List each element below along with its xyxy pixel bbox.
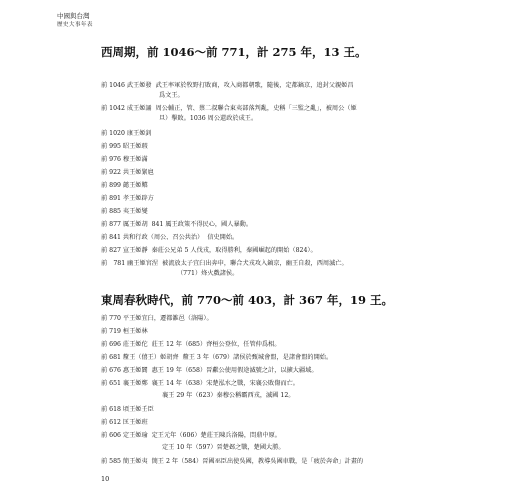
entry-label: 前 1042 成王姬誦 (101, 105, 152, 112)
chronology-entry (101, 340, 421, 350)
chronology-entry (101, 142, 421, 152)
entry-label: 前 995 昭王姬瑕 (101, 143, 148, 150)
entry-label: 前 827 宣王姬靜 (101, 247, 148, 254)
chronology-entry (101, 353, 421, 363)
entry-label: 前 976 穆王姬滿 (101, 156, 148, 163)
chronology-entry (101, 81, 421, 91)
entry-text: 惠王 19 年（658）晉獻公使用假途滅號之計，以擴大疆域。 (151, 367, 318, 374)
entry-text: 信史開始。 (207, 234, 239, 241)
book-title: 中國與台灣 (57, 12, 90, 20)
entry-label: 前 681 釐王（僖王）姬胡齊 (101, 354, 179, 361)
book-subtitle: 歷史大事年表 (57, 22, 94, 28)
entry-text: 被流放太子宜臼出奔申，聯合犬戎攻入鎬京，幽王自殺，西周滅亡。 (162, 260, 348, 267)
chronology-entry (101, 104, 421, 114)
chronology-entry (101, 129, 421, 139)
entry-text: 襄王 14 年（638）宋楚泓水之戰，宋襄公敗傷而亡。 (151, 380, 299, 387)
chronology-entry (101, 246, 421, 256)
chronology-entry (101, 220, 421, 230)
section-title-western-zhou: 西周期，前 1046～前 771，計 275 年，13 王。 (101, 45, 367, 59)
chronology-entry (101, 314, 421, 324)
entry-continuation: 爲文王。 (159, 92, 184, 99)
entry-label: 前 606 定王姬瑜 (101, 432, 148, 439)
entry-label: 前 719 桓王姬林 (101, 328, 148, 335)
entry-label: 前 891 孝王姬辟方 (101, 195, 154, 202)
entry-label: 前 841 共和行政（周公、召公共治） (101, 234, 204, 241)
chronology-entry (101, 405, 421, 415)
entry-label: 前 676 惠王姬閬 (101, 367, 148, 374)
running-head (57, 12, 93, 30)
chronology-entry (101, 181, 421, 191)
chronology-entry (101, 194, 421, 204)
entry-continuation: （771）烽火戲諸侯。 (177, 270, 239, 277)
entry-label: 前 877 厲王姬胡 (101, 221, 148, 228)
chronology-entry (101, 418, 421, 428)
entry-text: 莊王 12 年（685）齊桓公登位，任管仲爲相。 (151, 341, 281, 348)
section-title-eastern-zhou-spring-autumn: 東周春秋時代，前 770～前 403，計 367 年，19 王。 (101, 293, 394, 307)
entry-text: 簡王 2 年（584）晉國巫臣出使吳國，教導吳國車戰，是「疲於奔命」計畫的 (151, 458, 364, 465)
entry-text: 武王率軍於牧野打敗商，攻入商都朝歌，隨後，定都鎬京，追封父親姬昌 (155, 82, 354, 89)
entry-text: 釐王 3 年（679）諸侯於甄城會盟，是諸會盟的開始。 (182, 354, 333, 361)
chronology-entry (101, 366, 421, 376)
entry-label: 前 1046 武王姬發 (101, 82, 152, 89)
entry-label: 前 618 頃王姬壬臣 (101, 406, 154, 413)
entry-label: 前 1020 康王姬釗 (101, 130, 152, 137)
entry-label: 前 922 共王姬緊扈 (101, 169, 154, 176)
entry-continuation: 旦）擊敗。1036 周公還政於成王。 (159, 115, 258, 122)
chronology-entry (101, 259, 421, 269)
entry-label: 前 612 匡王姬班 (101, 419, 148, 426)
chronology-entry (101, 233, 421, 243)
chronology-entry (101, 327, 421, 337)
entry-label: 前 899 懿王姬囏 (101, 182, 148, 189)
chronology-entry (101, 168, 421, 178)
entry-text: 周公輔正，管、蔡二叔聯合東夷部落判亂，史稱「三監之亂」，被周公（姬 (155, 105, 357, 112)
chronology-entry (101, 379, 421, 389)
entry-continuation: 定王 10 年（597）晉楚邲之戰，楚國大勝。 (162, 444, 285, 451)
chronology-entry (101, 431, 421, 441)
entry-text: 841 厲王政策不得民心，國人暴動。 (151, 221, 253, 228)
entry-label: 前 781 幽王姬宮涅 (101, 260, 159, 267)
entry-text: 秦莊公兄弟 5 人伐戎，取得勝利，秦國崛起的開始（824）。 (151, 247, 317, 254)
page-number: 10 (101, 475, 110, 483)
entry-text: 定王元年（606）楚莊王陳兵洛陽，問鼎中原。 (151, 432, 281, 439)
chronology-entry (101, 457, 421, 467)
chronology-entry (101, 207, 421, 217)
entry-continuation: 襄王 29 年（623）秦穆公稱霸西戎，滅國 12。 (162, 392, 295, 399)
entry-label: 前 770 平王姬宜臼，遷都雒邑（洛陽）。 (101, 315, 213, 322)
chronology-entry (101, 155, 421, 165)
entry-label: 前 885 夷王姬燮 (101, 208, 148, 215)
entry-label: 前 651 襄王姬鄭 (101, 380, 148, 387)
entry-label: 前 585 簡王姬夷 (101, 458, 148, 465)
entry-label: 前 696 莊王姬佗 (101, 341, 148, 348)
